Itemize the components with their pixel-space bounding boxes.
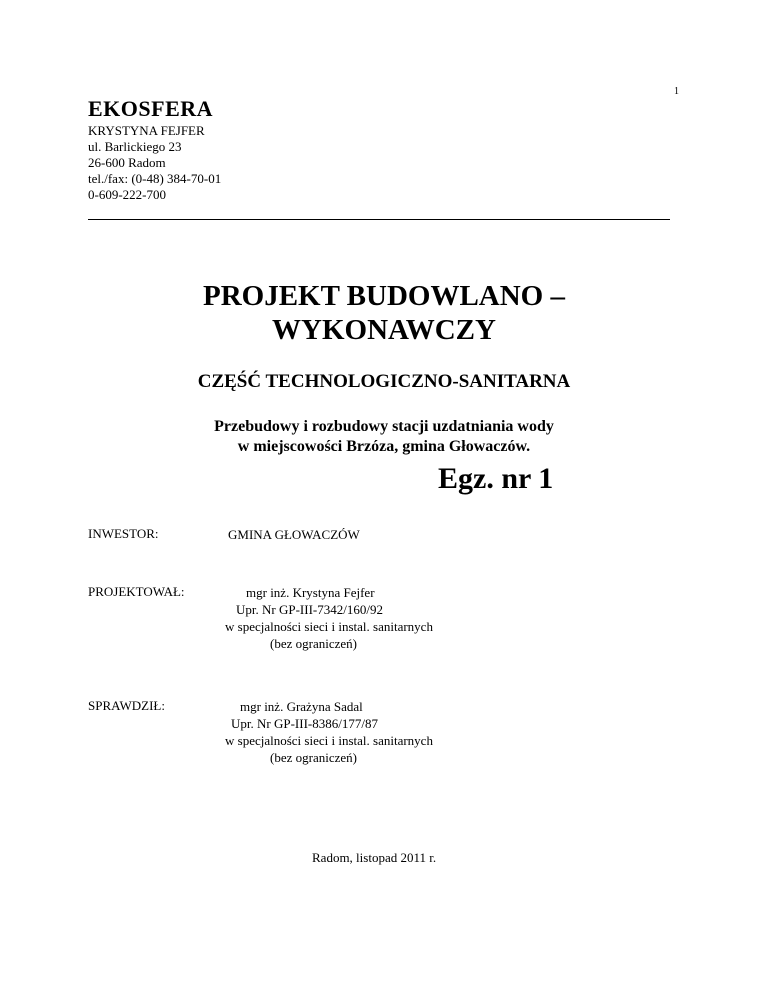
subject-line-2: w miejscowości Brzóza, gmina Głowaczów.	[237, 438, 531, 455]
company-name: EKOSFERA	[88, 96, 214, 121]
designer-specialty: w specjalności sieci i instal. sanitarnych	[225, 619, 433, 634]
company-street: ul. Barlickiego 23	[88, 139, 182, 154]
checker-specialty: w specjalności sieci i instal. sanitarnych	[225, 733, 433, 748]
company-phone-fax: tel./fax: (0-48) 384-70-01	[88, 171, 222, 186]
designer-license: Upr. Nr GP-III-7342/160/92	[236, 602, 383, 617]
document-title-line-2: WYKONAWCZY	[272, 314, 496, 346]
investor-value: GMINA GŁOWACZÓW	[228, 527, 360, 542]
place-and-date: Radom, listopad 2011 r.	[312, 850, 437, 865]
checker-scope: (bez ograniczeń)	[270, 750, 357, 765]
page-number: 1	[674, 86, 679, 97]
checker-license: Upr. Nr GP-III-8386/177/87	[231, 716, 378, 731]
designer-scope: (bez ograniczeń)	[270, 636, 357, 651]
designer-name: mgr inż. Krystyna Fejfer	[246, 585, 375, 600]
investor-label: INWESTOR:	[88, 526, 159, 541]
document-title-line-1: PROJEKT BUDOWLANO –	[202, 280, 565, 312]
checker-name: mgr inż. Grażyna Sadal	[240, 699, 363, 714]
designer-label: PROJEKTOWAŁ:	[88, 584, 185, 599]
section-heading: CZĘŚĆ TECHNOLOGICZNO-SANITARNA	[197, 371, 571, 392]
subject-line-1: Przebudowy i rozbudowy stacji uzdatniania wody	[214, 418, 554, 435]
checker-label: SPRAWDZIŁ:	[88, 698, 165, 713]
company-owner: KRYSTYNA FEJFER	[88, 123, 205, 138]
copy-number: Egz. nr 1	[438, 462, 554, 495]
company-mobile: 0-609-222-700	[88, 187, 166, 202]
header-divider	[88, 219, 670, 220]
company-city: 26-600 Radom	[88, 155, 166, 170]
